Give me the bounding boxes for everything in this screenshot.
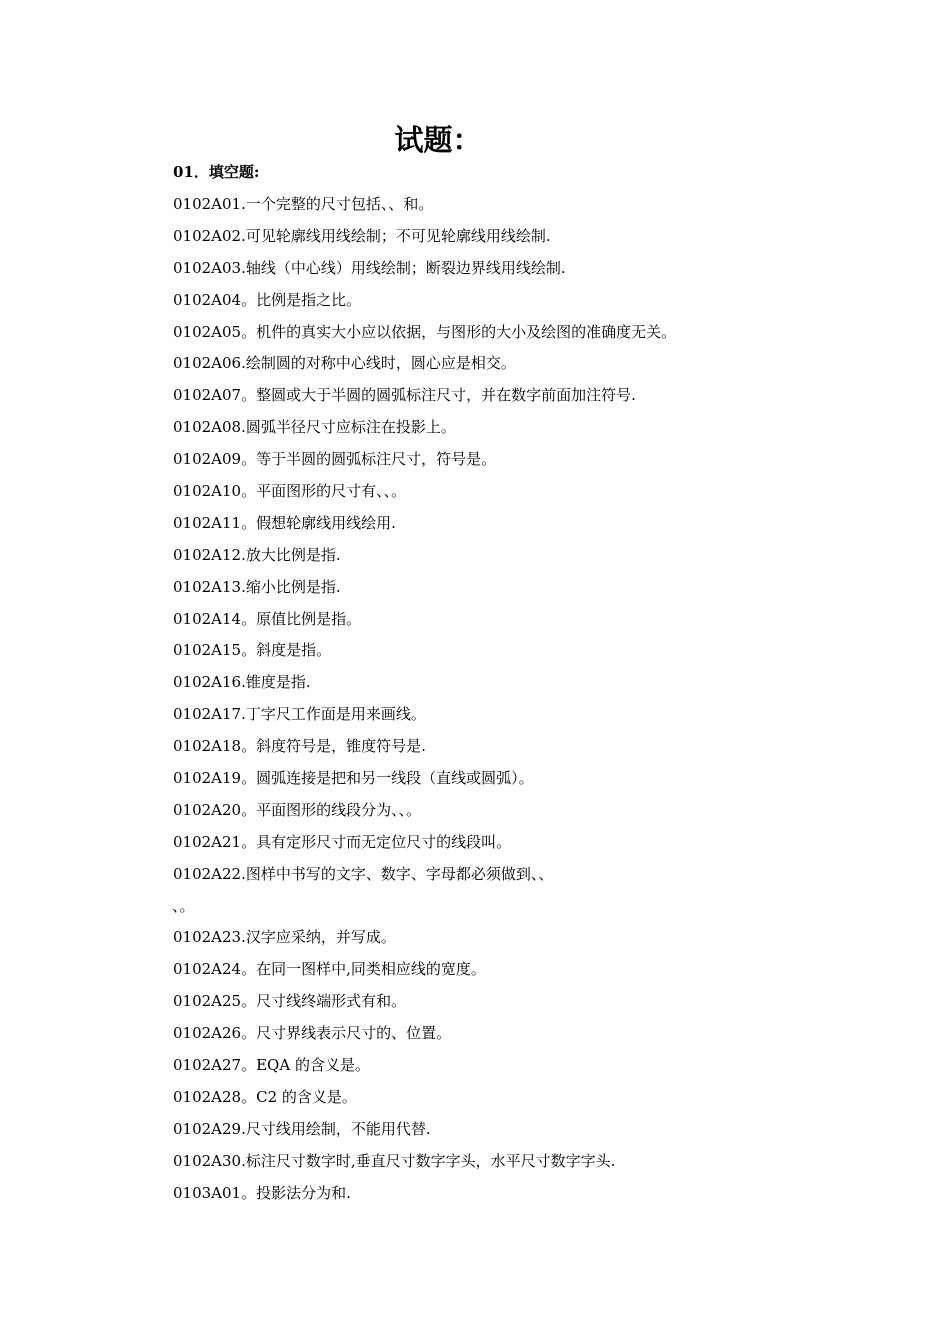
question-line: 0102A26。尺寸界线表示尺寸的、位置。	[173, 1024, 452, 1043]
question-line: 0102A01.一个完整的尺寸包括、、和。	[173, 195, 434, 213]
section-heading: 01．填空题:	[173, 163, 260, 181]
question-line: 0102A14。原值比例是指。	[173, 609, 362, 628]
question-line: 0102A04。比例是指之比。	[173, 290, 362, 309]
question-line: 0102A19。圆弧连接是把和另一线段（直线或圆弧）。	[173, 769, 534, 788]
question-line: 0102A17.丁字尺工作面是用来画线。	[173, 705, 426, 724]
question-line: 0102A11。假想轮廓线用线绘用.	[173, 513, 396, 532]
question-line: 0102A07。整圆或大于半圆的圆弧标注尺寸，并在数字前面加注符号.	[173, 386, 636, 405]
page-title: 试题：	[394, 123, 482, 157]
question-line: 0102A06.绘制圆的对称中心线时，圆心应是相交。	[173, 354, 516, 373]
question-line: 0102A20。平面图形的线段分为、、。	[173, 800, 422, 819]
question-list	[173, 192, 676, 1213]
question-line: 0102A28。C2 的含义是。	[173, 1087, 357, 1106]
question-line: 0102A09。等于半圆的圆弧标注尺寸，符号是。	[173, 450, 497, 469]
question-line: 0102A02.可见轮廓线用线绘制；不可见轮廓线用线绘制.	[173, 226, 551, 245]
question-line: 0102A22.图样中书写的文字、数字、字母都必须做到、、	[173, 864, 554, 883]
question-line: 0102A29.尺寸线用绘制，不能用代替.	[173, 1119, 431, 1138]
question-line: 0102A21。具有定形尺寸而无定位尺寸的线段叫。	[173, 832, 512, 851]
question-line: 0102A05。机件的真实大小应以依据，与图形的大小及绘图的准确度无关。	[173, 322, 677, 341]
question-line-continuation: 、。	[172, 896, 195, 915]
question-line: 0102A13.缩小比例是指.	[173, 577, 341, 596]
question-line: 0102A18。斜度符号是，锥度符号是.	[173, 737, 426, 756]
question-line: 0102A03.轴线（中心线）用线绘制；断裂边界线用线绘制.	[173, 258, 566, 277]
question-line: 0102A15。斜度是指。	[173, 641, 332, 660]
question-line: 0103A01。投影法分为和.	[173, 1183, 351, 1202]
question-line: 0102A08.圆弧半径尺寸应标注在投影上。	[173, 418, 456, 437]
question-line: 0102A10。平面图形的尺寸有、、。	[173, 482, 407, 501]
question-line: 0102A16.锥度是指.	[173, 673, 311, 692]
question-line: 0102A23.汉字应采纳，并写成。	[173, 928, 396, 947]
question-line: 0102A12.放大比例是指.	[173, 545, 341, 564]
question-line: 0102A25。尺寸线终端形式有和。	[173, 992, 407, 1011]
question-line: 0102A27。EQA 的含义是。	[173, 1056, 370, 1075]
question-line: 0102A24。在同一图样中,同类相应线的宽度。	[173, 960, 486, 979]
question-line: 0102A30.标注尺寸数字时,垂直尺寸数字字头，水平尺寸数字字头.	[173, 1151, 616, 1170]
